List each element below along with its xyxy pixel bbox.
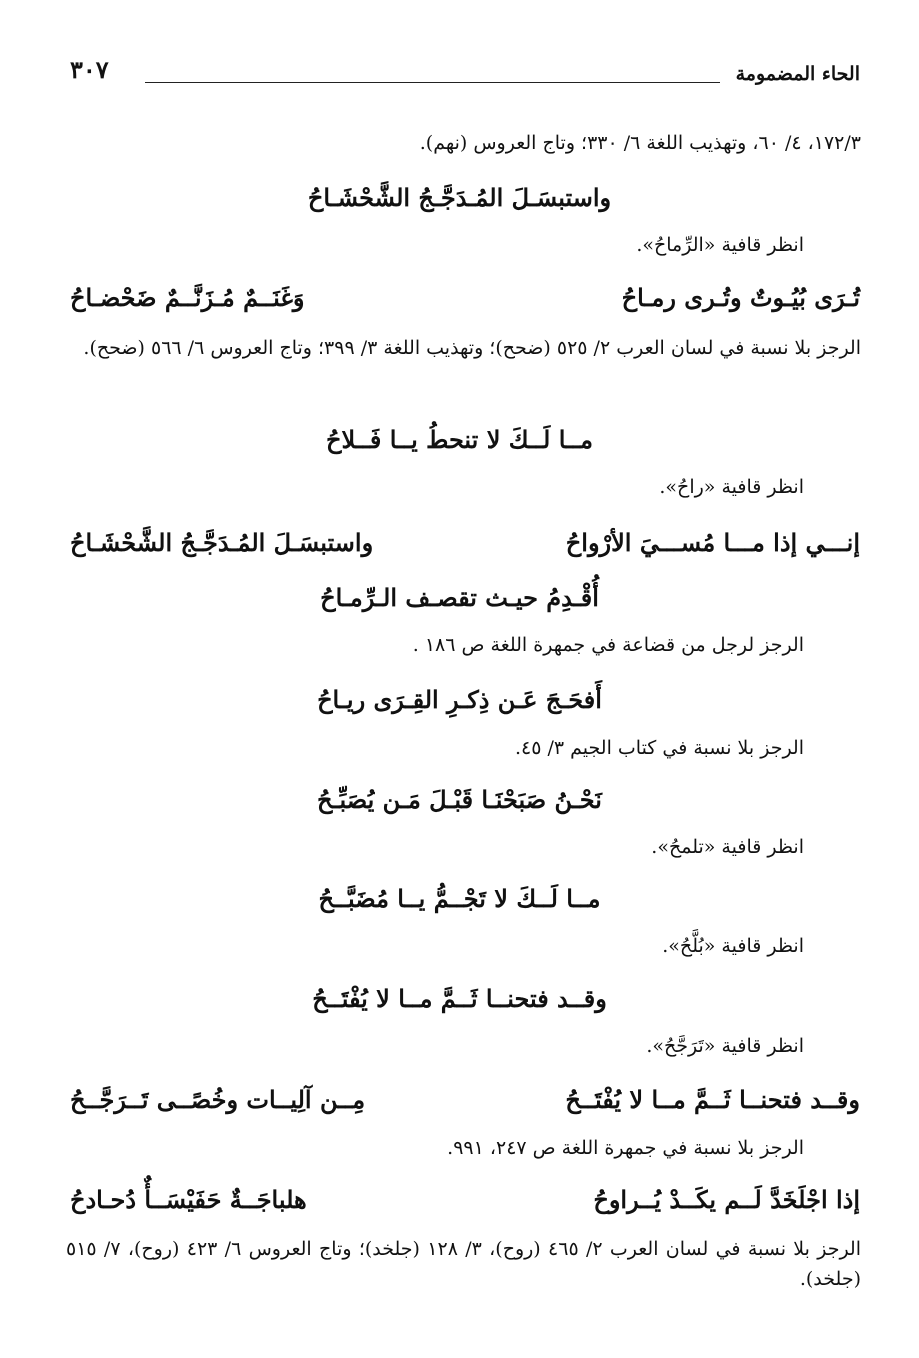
verse-pair [70, 283, 860, 319]
verse-hemistich-first: تُـرَى بُيُـوتٌ وتُـرى رمـاحُ [621, 283, 860, 312]
verse-hemistich-first: إنـــي إذا مـــا مُســـيَ الأرْواحُ [565, 528, 860, 557]
reference-note: الرجز بلا نسبة في لسان العرب ٢/ ٤٦٥ (روح)، ٣/ ١٢٨ (جلخد)؛ وتاج العروس ٦/ ٤٢٣ (روح)، ٧/ ٥١٥ (جلخد). [66, 1238, 861, 1290]
verse-line: وقــد فتحنــا ثَــمَّ مــا لا يُفْتَــحُ [312, 984, 607, 1013]
cross-reference: انظر قافية «بُلَّحُ». [662, 935, 804, 957]
verse-line: نَحْـنُ صَبَحْنَـا قَبْـلَ مَـن يُصَبِّـحُ [317, 785, 602, 814]
reference-note: الرجز بلا نسبة في جمهرة اللغة ص ٢٤٧، ٩٩١. [447, 1137, 804, 1159]
cross-reference: انظر قافية «راحُ». [659, 476, 804, 498]
verse-line: أُقْـدِمُ حيـث تقصـف الـرِّمـاحُ [320, 583, 599, 612]
header-rule [145, 82, 720, 83]
chapter-title: الحاء المضمومة [735, 63, 860, 85]
verse-pair [70, 528, 860, 564]
cross-reference: انظر قافية «الرِّماحُ». [636, 234, 804, 256]
verse-line: أَفحَـجَ عَـن ذِكـرِ القِـرَى ريـاحُ [317, 685, 602, 714]
verse-pair [70, 1085, 860, 1121]
verse-hemistich-first: إذا اجْلَخَدَّ لَــم يكَــدْ يُــراوحُ [593, 1185, 860, 1214]
reference-note: الرجز بلا نسبة في لسان العرب ٢/ ٥٢٥ (ضحح)؛ وتهذيب اللغة ٣/ ٣٩٩؛ وتاج العروس ٦/ ٥٦٦ (ضحح). [83, 337, 861, 359]
page-number: ٣٠٧ [70, 55, 109, 84]
reference-note: الرجز لرجل من قضاعة في جمهرة اللغة ص ١٨٦ . [412, 634, 804, 656]
verse-line: مــا لَــكَ لا تنحطُ يــا فَــلاحُ [326, 425, 593, 454]
verse-hemistich-second: مِــن آلِيــات وخُصًــى تَــرَجَّــحُ [70, 1085, 366, 1114]
verse-line: مــا لَــكَ لا تَجْــمُّ يــا مُضَبَّــحُ [318, 884, 601, 913]
verse-hemistich-second: هلباجَــةٌ حَفَيْسَــأٌ دُحـادحُ [70, 1185, 307, 1214]
verse-line: واستبسَـلَ المُـدَجَّـجُ الشَّحْشَـاحُ [307, 183, 612, 212]
cross-reference: انظر قافية «تلمحُ». [651, 836, 804, 858]
reference-note: الرجز بلا نسبة في كتاب الجيم ٣/ ٤٥. [514, 737, 804, 759]
cross-reference: انظر قافية «تَرَجَّحُ». [646, 1035, 804, 1057]
verse-hemistich-second: وَغَنَــمٌ مُـزَنَّــمٌ ضَحْضـاحُ [70, 283, 305, 312]
running-header [70, 55, 860, 95]
verse-pair [70, 1185, 860, 1221]
verse-hemistich-first: وقــد فتحنــا ثَــمَّ مــا لا يُفْتَــحُ [565, 1085, 860, 1114]
reference-note: ١٧٢/٣، ٤/ ٦٠، وتهذيب اللغة ٦/ ٣٣٠؛ وتاج العروس (نهم). [419, 132, 861, 154]
verse-hemistich-second: واستبسَـلَ المُـدَجَّـجُ الشَّحْشَـاحُ [70, 528, 374, 557]
